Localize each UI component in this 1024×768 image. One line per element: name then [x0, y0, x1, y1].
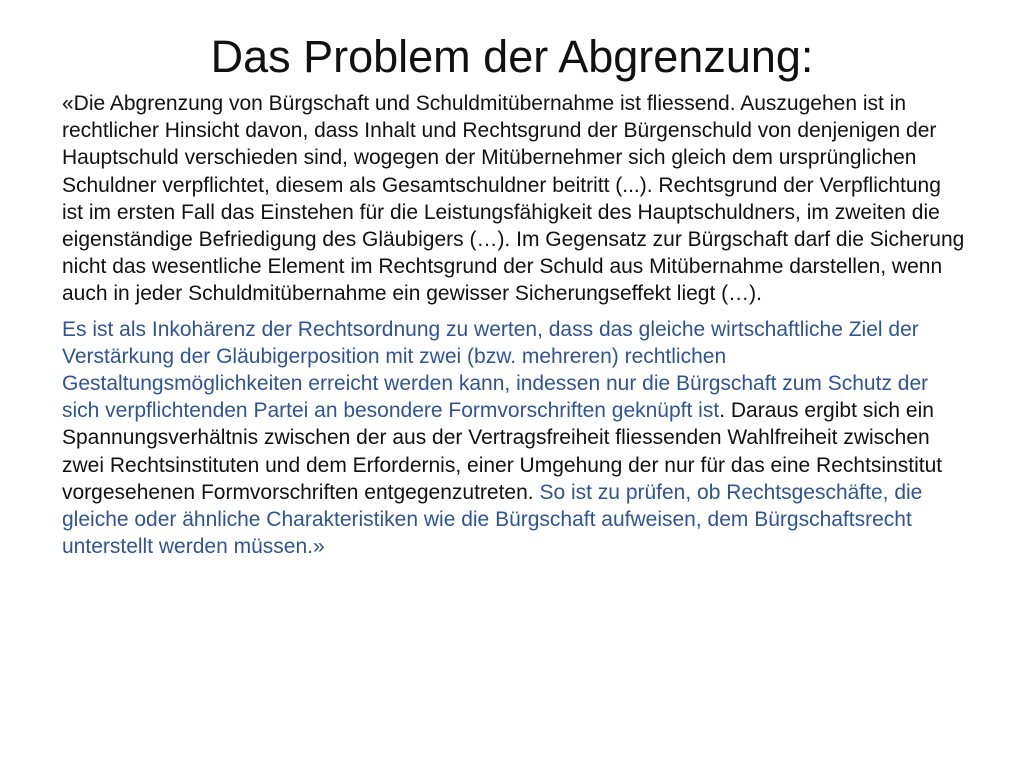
quote-paragraph-1: «Die Abgrenzung von Bürgschaft und Schuldmitübernahme ist fliessend. Auszugehen ist in rechtlicher Hinsicht davon, dass Inhalt und Rechtsgrund der Bürgenschuld von denjenigen der Hauptschuld verschieden sind, wogegen der Mitübernehmer sich gleich dem ursprünglichen Schuldner verpflichtet, diesem als Gesamtschuldner beitritt (...). Rechtsgrund der Verpflichtung ist im ersten Fall das Einstehen für die Leistungsfähigkeit des Hauptschuldners, im zweiten die eigenständige Befriedigung des Gläubigers (…). Im Gegensatz zur Bürgschaft darf die Sicherung nicht das wesentliche Element im Rechtsgrund der Schuld aus Mitübernahme darstellen, wenn auch in jeder Schuldmitübernahme ein gewisser Sicherungseffekt liegt (…).: [62, 92, 965, 306]
highlighted-text-2: So ist zu prüfen, ob Rechtsgeschäfte, die gleiche oder ähnliche Charakteristiken wie die Bürgschaft aufweisen, dem Bürgschaftsrecht unterstellt werden müssen.»: [62, 480, 923, 559]
highlighted-text-1: Es ist als Inkohärenz der Rechtsordnung zu werten, dass das gleiche wirtschaftliche Ziel der Verstärkung der Gläubigerposition mit zwei (bzw. mehreren) rechtlichen Gestaltungsmöglichkeiten erreicht werden kann, indessen nur die Bürgschaft zum Schutz der sich verpflichtenden Partei an besondere Formvorschriften geknüpft ist: [62, 317, 929, 423]
slide-title: Das Problem der Abgrenzung:: [210, 31, 814, 82]
plain-text: . Daraus ergibt sich ein Spannungsverhältnis zwischen der aus der Vertragsfreiheit fliessenden Wahlfreiheit zwischen zwei Rechtsinstituten und dem Erfordernis, einer Umgehung der nur für das eine Rechtsinstitut vorgesehenen Formvorschriften entgegenzutreten.: [62, 399, 943, 504]
slide-body: [62, 90, 967, 568]
quote-paragraph-2: [62, 316, 967, 561]
